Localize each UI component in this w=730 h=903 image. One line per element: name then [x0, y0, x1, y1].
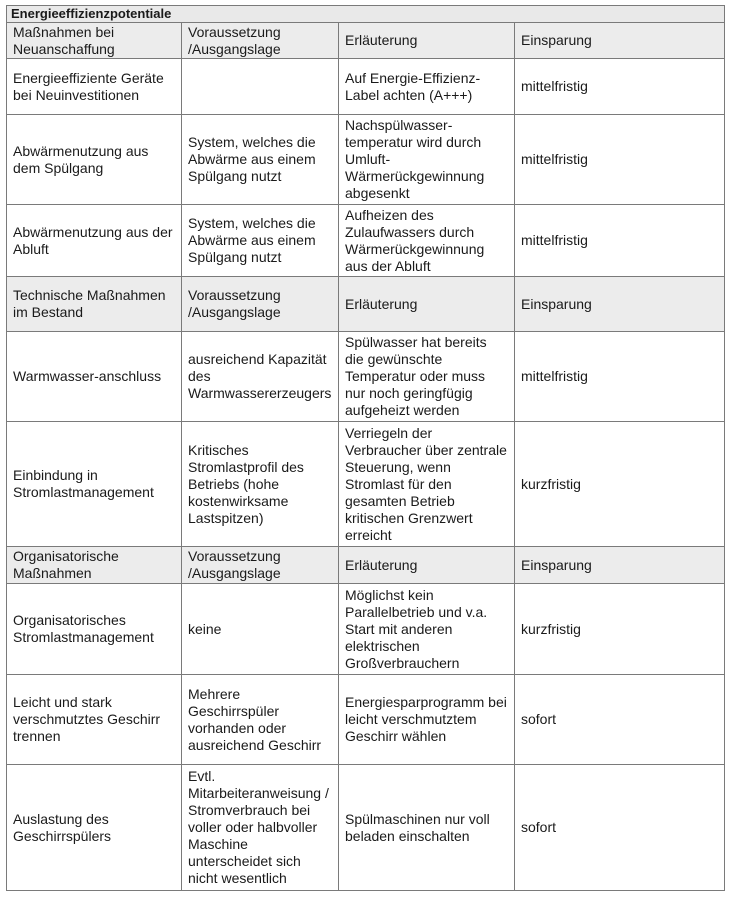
- header-cell: Voraussetzung /Ausgangslage: [182, 547, 339, 584]
- prerequisite-cell: System, welches die Abwärme aus einem Spülgang nutzt: [182, 115, 339, 205]
- prerequisite-cell: [182, 59, 339, 115]
- savings-cell: mittelfristig: [515, 332, 725, 422]
- measure-cell: Abwärmenutzung aus dem Spülgang: [7, 115, 182, 205]
- measure-cell: Organisatorisches Stromlastmanagement: [7, 584, 182, 675]
- header-cell: Einsparung: [515, 23, 725, 59]
- section-header-row: [7, 23, 725, 59]
- table-row: [7, 765, 725, 891]
- table-row: [7, 59, 725, 115]
- header-cell: Einsparung: [515, 277, 725, 332]
- prerequisite-cell: Kritisches Stromlastprofil des Betriebs (hohe kostenwirksame Lastspitzen): [182, 422, 339, 547]
- prerequisite-cell: keine: [182, 584, 339, 675]
- header-cell: Organisatorische Maßnahmen: [7, 547, 182, 584]
- header-cell: Erläuterung: [339, 23, 515, 59]
- savings-cell: sofort: [515, 675, 725, 765]
- header-cell: Erläuterung: [339, 277, 515, 332]
- table-row: [7, 422, 725, 547]
- table-row: [7, 115, 725, 205]
- measure-cell: Abwärmenutzung aus der Abluft: [7, 205, 182, 277]
- header-cell: Voraussetzung /Ausgangslage: [182, 277, 339, 332]
- savings-cell: mittelfristig: [515, 59, 725, 115]
- measure-cell: Einbindung in Stromlastmanagement: [7, 422, 182, 547]
- table-row: [7, 205, 725, 277]
- savings-cell: mittelfristig: [515, 115, 725, 205]
- table-title: Energieeffizienzpotentiale: [7, 6, 725, 23]
- explanation-cell: Auf Energie-Effizienz-Label achten (A+++): [339, 59, 515, 115]
- explanation-cell: Spülwasser hat bereits die gewünschte Temperatur oder muss nur noch geringfügig aufgeheizt werden: [339, 332, 515, 422]
- explanation-cell: Energiesparprogramm bei leicht verschmutztem Geschirr wählen: [339, 675, 515, 765]
- explanation-cell: Nachspülwasser-temperatur wird durch Umluft-Wärmerückgewinnung abgesenkt: [339, 115, 515, 205]
- table-row: [7, 332, 725, 422]
- measure-cell: Leicht und stark verschmutztes Geschirr trennen: [7, 675, 182, 765]
- prerequisite-cell: System, welches die Abwärme aus einem Spülgang nutzt: [182, 205, 339, 277]
- explanation-cell: Möglichst kein Parallelbetrieb und v.a. Start mit anderen elektrischen Großverbrauchern: [339, 584, 515, 675]
- header-cell: Einsparung: [515, 547, 725, 584]
- prerequisite-cell: ausreichend Kapazität des Warmwassererzeugers: [182, 332, 339, 422]
- measure-cell: Warmwasser-anschluss: [7, 332, 182, 422]
- explanation-cell: Spülmaschinen nur voll beladen einschalten: [339, 765, 515, 891]
- measure-cell: Energieeffiziente Geräte bei Neuinvestitionen: [7, 59, 182, 115]
- section-header-row: [7, 547, 725, 584]
- energy-efficiency-table: [6, 5, 725, 891]
- explanation-cell: Aufheizen des Zulaufwassers durch Wärmerückgewinnung aus der Abluft: [339, 205, 515, 277]
- section-header-row: [7, 277, 725, 332]
- explanation-cell: Verriegeln der Verbraucher über zentrale Steuerung, wenn Stromlast für den gesamten Betrieb kritischen Grenzwert erreicht: [339, 422, 515, 547]
- savings-cell: sofort: [515, 765, 725, 891]
- header-cell: Maßnahmen bei Neuanschaffung: [7, 23, 182, 59]
- savings-cell: kurzfristig: [515, 422, 725, 547]
- savings-cell: mittelfristig: [515, 205, 725, 277]
- header-cell: Erläuterung: [339, 547, 515, 584]
- measure-cell: Auslastung des Geschirrspülers: [7, 765, 182, 891]
- table-row: [7, 584, 725, 675]
- prerequisite-cell: Evtl. Mitarbeiteranweisung / Stromverbrauch bei voller oder halbvoller Maschine unterscheidet sich nicht wesentlich: [182, 765, 339, 891]
- header-cell: Voraussetzung /Ausgangslage: [182, 23, 339, 59]
- header-cell: Technische Maßnahmen im Bestand: [7, 277, 182, 332]
- prerequisite-cell: Mehrere Geschirrspüler vorhanden oder ausreichend Geschirr: [182, 675, 339, 765]
- savings-cell: kurzfristig: [515, 584, 725, 675]
- table-row: [7, 675, 725, 765]
